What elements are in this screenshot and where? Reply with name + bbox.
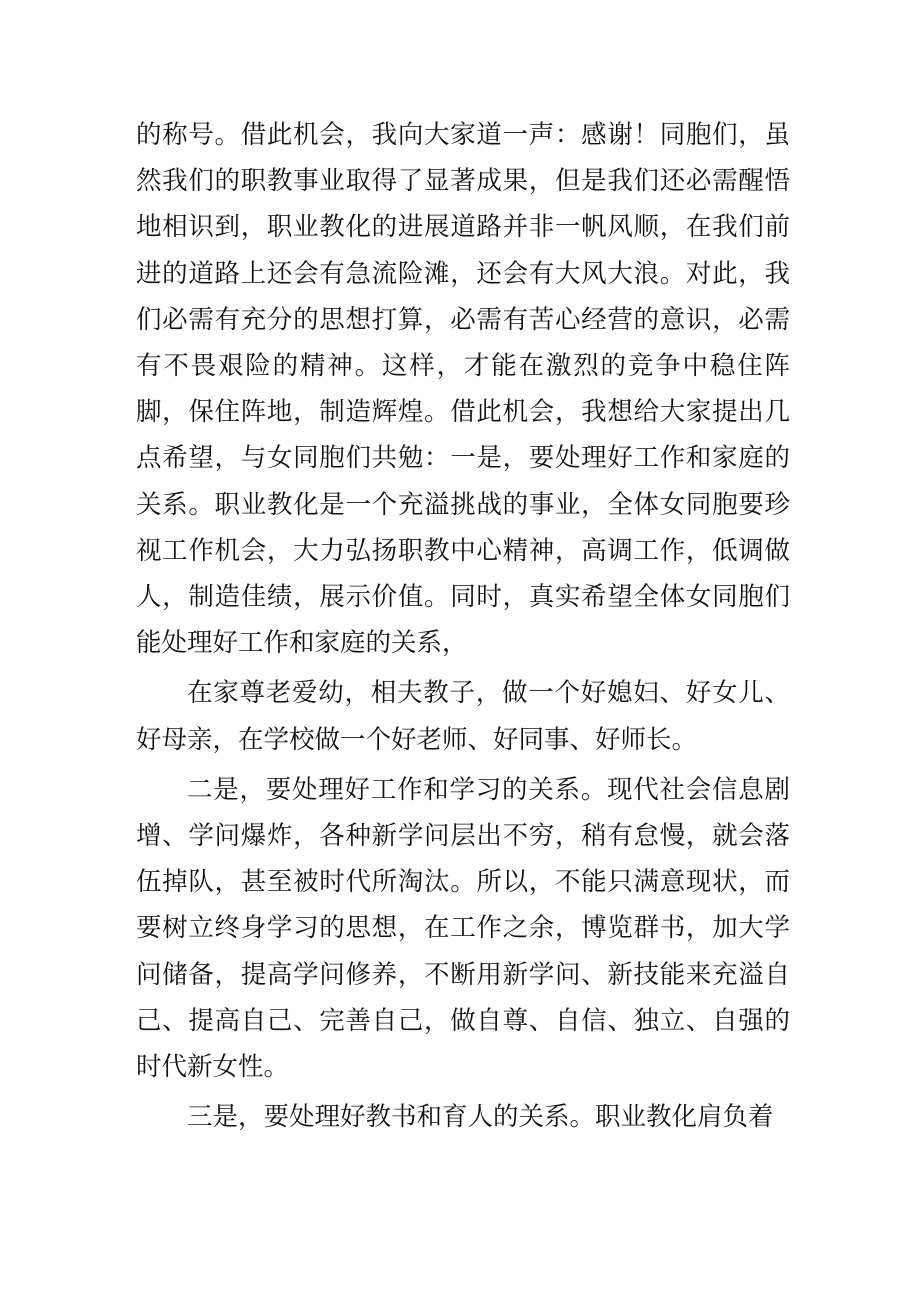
paragraph-3: 二是，要处理好工作和学习的关系。现代社会信息剧增、学问爆炸，各种新学问层出不穷，稍有怠慢，就会落伍掉队，甚至被时代所淘汰。所以，不能只满意现状，而要树立终身学习的思想，在工作之余，博览群书，加大学问储备，提高学问修养，不断用新学问、新技能来充溢自己、提高自己、完善自己，做自尊、自信、独立、自强的时代新女性。: [136, 774, 790, 1083]
body-text: [136, 112, 790, 1140]
paragraph-4: 三是，要处理好教书和育人的关系。职业教化肩负着: [187, 1102, 774, 1133]
paragraph-1: 的称号。借此机会，我向大家道一声：感谢！同胞们，虽然我们的职教事业取得了显著成果，但是我们还必需醒悟地相识到，职业教化的进展道路并非一帆风顺，在我们前进的道路上还会有急流险滩，还会有大风大浪。对此，我们必需有充分的思想打算，必需有苦心经营的意识，必需有不畏艰险的精神。这样，才能在激烈的竞争中稳住阵脚，保住阵地，制造辉煌。借此机会，我想给大家提出几点希望，与女同胞们共勉：一是，要处理好工作和家庭的关系。职业教化是一个充溢挑战的事业，全体女同胞要珍视工作机会，大力弘扬职教中心精神，高调工作，低调做人，制造佳绩，展示价值。同时，真实希望全体女同胞们能处理好工作和家庭的关系，: [136, 120, 790, 659]
paragraph-2: 在家尊老爱幼，相夫教子，做一个好媳妇、好女儿、好母亲，在学校做一个好老师、好同事、好师长。: [136, 678, 790, 755]
